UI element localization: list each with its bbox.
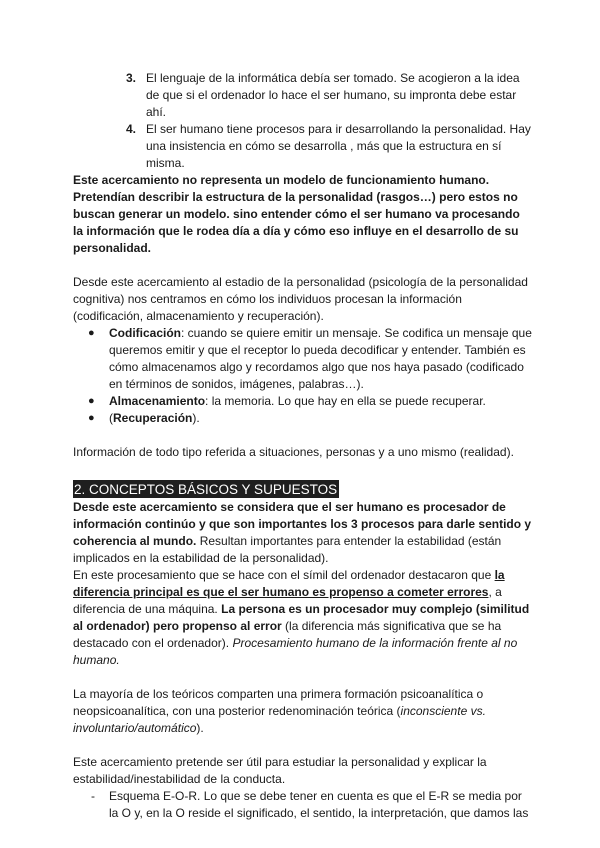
paragraph <box>73 686 533 737</box>
text: La mayoría de los teóricos comparten una primera formación psicoanalítica o neopsicoanalítica, con una posterior redenominación teórica ( <box>73 687 484 718</box>
term: Recuperación <box>113 411 193 425</box>
bold-text: Desde este acercamiento se considera que el ser humano es procesador de información continúo y que son importantes los 3 procesos para darle sentido y coherencia al mundo. <box>73 500 532 548</box>
list-item-text: Esquema E-O-R. Lo que se debe tener en cuenta es que el E-R se media por la O y, en la O reside el significado, el sentido, la interpretación, que damos las <box>109 789 529 820</box>
text: ). <box>196 721 204 735</box>
list-item <box>73 325 533 393</box>
numbered-list <box>73 70 533 172</box>
paragraph <box>73 499 533 567</box>
definition: : cuando se quiere emitir un mensaje. Se codifica un mensaje que queremos emitir y que el receptor lo pueda decodificar y entender. También es cómo almacenamos algo y recordamos algo que nos haya pasado (codificado en términos de sonidos, imágenes, palabras…). <box>109 326 532 391</box>
term: Codificación <box>109 326 182 340</box>
document-page <box>73 70 533 822</box>
dash-list <box>73 788 533 822</box>
list-item-text: El ser humano tiene procesos para ir desarrollando la personalidad. Hay una insistencia en cómo se desarrolla , más que la estructura en sí misma. <box>146 122 531 170</box>
list-number: 4. <box>126 122 137 136</box>
text: , a diferencia de una máquina. <box>73 585 502 616</box>
paragraph: Información de todo tipo referida a situaciones, personas y a uno mismo (realidad). <box>73 445 514 459</box>
section-heading: 2. CONCEPTOS BÁSICOS Y SUPUESTOS <box>74 482 338 497</box>
definition: : la memoria. Lo que hay en ella se puede recuperar. <box>205 394 486 408</box>
list-item <box>73 410 533 427</box>
list-number: 3. <box>126 71 137 85</box>
bullet-icon: ● <box>88 395 95 407</box>
list-item <box>73 70 533 121</box>
italic-text: Procesamiento humano de la información frente al no humano. <box>73 636 518 667</box>
paragraph: Desde este acercamiento al estadio de la personalidad (psicología de la personalidad cognitiva) nos centramos en cómo los individuos procesan la información (codificación, almacenamiento y recuperación). <box>73 275 528 323</box>
paragraph <box>73 567 533 669</box>
text: Resultan importantes para entender la estabilidad (están implicados en la estabilidad de la personalidad). <box>73 534 502 565</box>
bold-underlined-text: la diferencia principal es que el ser humano es propenso a cometer errores <box>73 568 505 599</box>
paren-open: ( <box>109 411 113 425</box>
bullet-list <box>73 325 533 427</box>
bullet-icon: ● <box>88 412 95 424</box>
list-item <box>73 788 533 822</box>
paren-close: ). <box>192 411 200 425</box>
bold-text: La persona es un procesador muy complejo (similitud al ordenador) pero propenso al error <box>73 602 530 633</box>
bold-paragraph: Este acercamiento no representa un modelo de funcionamiento humano. Pretendían describir la estructura de la personalidad (rasgos…) pero estos no buscan generar un modelo. sino entender cómo el ser humano va procesando la información que le rodea día a día y cómo eso influye en el desarrollo de su personalidad. <box>73 173 520 255</box>
paragraph: Este acercamiento pretende ser útil para estudiar la personalidad y explicar la estabilidad/inestabilidad de la conducta. <box>73 755 487 786</box>
list-item <box>73 121 533 172</box>
dash-marker: - <box>91 789 95 803</box>
term: Almacenamiento <box>109 394 206 408</box>
italic-text: inconsciente vs. involuntario/automático <box>73 704 486 735</box>
bullet-icon: ● <box>88 327 95 339</box>
text: En este procesamiento que se hace con el símil del ordenador destacaron que <box>73 568 495 582</box>
list-item <box>73 393 533 410</box>
list-item-text: El lenguaje de la informática debía ser tomado. Se acogieron a la idea de que si el ordenador lo hace el ser humano, su impronta debe estar ahí. <box>146 71 520 119</box>
text: (la diferencia más significativa que se ha destacado con el ordenador). <box>73 619 502 650</box>
